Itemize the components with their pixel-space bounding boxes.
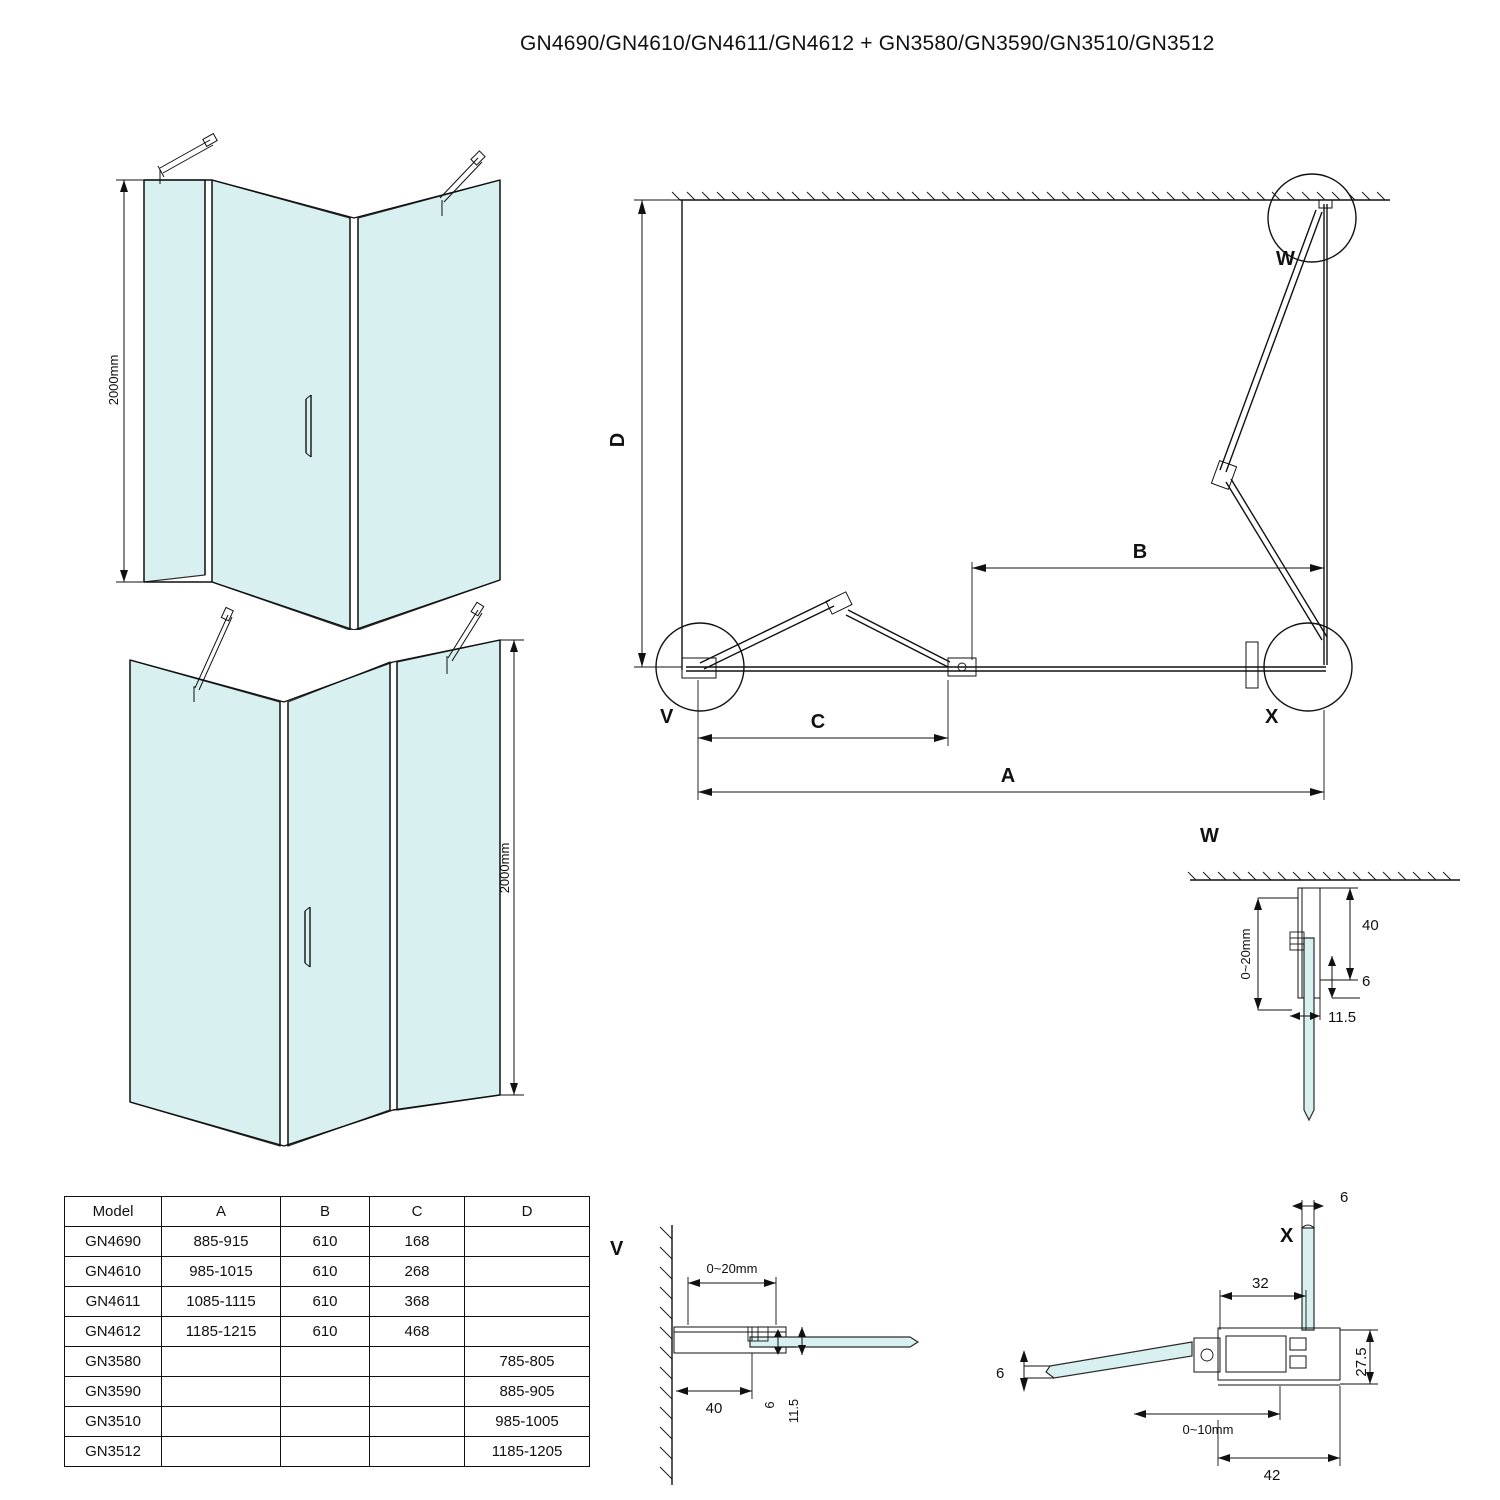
table-header-a: A (162, 1197, 281, 1227)
spec-table (64, 1196, 590, 1467)
table-row (65, 1317, 590, 1347)
detail-v-gap: 0~20mm (706, 1261, 758, 1276)
detail-x (980, 1180, 1420, 1500)
cell-b: 610 (281, 1257, 370, 1287)
table-row (65, 1287, 590, 1317)
detail-w (1180, 820, 1470, 1140)
table-header-b: B (281, 1197, 370, 1227)
cell-d: 1185-1205 (465, 1437, 590, 1467)
cell-model: GN4611 (65, 1287, 162, 1317)
table-header-c: C (370, 1197, 465, 1227)
cell-a: 885-915 (162, 1227, 281, 1257)
detail-w-label: W (1200, 825, 1219, 847)
table-row (65, 1347, 590, 1377)
cell-b: 610 (281, 1287, 370, 1317)
cell-a: 985-1015 (162, 1257, 281, 1287)
cell-d (465, 1317, 590, 1347)
cell-b: 610 (281, 1227, 370, 1257)
detail-x-label: X (1280, 1225, 1294, 1247)
cell-b (281, 1347, 370, 1377)
iso-top-height-label: 2000mm (106, 354, 121, 406)
cell-c (370, 1377, 465, 1407)
cell-model: GN3512 (65, 1437, 162, 1467)
cell-d (465, 1287, 590, 1317)
cell-c (370, 1347, 465, 1377)
table-header-row (65, 1197, 590, 1227)
cell-a (162, 1347, 281, 1377)
cell-c: 168 (370, 1227, 465, 1257)
isometric-view-top (100, 70, 530, 630)
cell-c: 368 (370, 1287, 465, 1317)
plan-dim-b: B (1132, 541, 1148, 563)
detail-w-gap: 0~20mm (1238, 928, 1253, 980)
table-row (65, 1257, 590, 1287)
detail-x-dim-42: 42 (1263, 1467, 1281, 1484)
cell-model: GN4690 (65, 1227, 162, 1257)
iso-bottom-height-label: 2000mm (497, 842, 512, 894)
plan-dim-a: A (1000, 765, 1016, 787)
page-title: GN4690/GN4610/GN4611/GN4612 + GN3580/GN3590/GN3510/GN3512 (520, 32, 1215, 55)
table-row (65, 1437, 590, 1467)
detail-v-dim-115: 11.5 (786, 1398, 801, 1424)
table-row (65, 1407, 590, 1437)
cell-b (281, 1407, 370, 1437)
cell-a: 1085-1115 (162, 1287, 281, 1317)
table-row (65, 1227, 590, 1257)
plan-view (600, 170, 1400, 830)
detail-v-label: V (610, 1238, 624, 1260)
table-header-d: D (465, 1197, 590, 1227)
cell-a (162, 1407, 281, 1437)
plan-label-x: X (1265, 706, 1279, 728)
plan-label-v: V (660, 706, 674, 728)
cell-b: 610 (281, 1317, 370, 1347)
cell-c: 268 (370, 1257, 465, 1287)
detail-x-gap: 0~10mm (1182, 1422, 1234, 1437)
cell-b (281, 1377, 370, 1407)
plan-dim-d: D (607, 432, 629, 448)
detail-v (600, 1215, 960, 1495)
cell-model: GN4610 (65, 1257, 162, 1287)
cell-a (162, 1377, 281, 1407)
detail-w-dim-115: 11.5 (1328, 1009, 1357, 1026)
cell-d: 785-805 (465, 1347, 590, 1377)
cell-model: GN3510 (65, 1407, 162, 1437)
cell-c: 468 (370, 1317, 465, 1347)
cell-a (162, 1437, 281, 1467)
cell-a: 1185-1215 (162, 1317, 281, 1347)
detail-w-dim-40: 40 (1362, 917, 1379, 934)
cell-d: 885-905 (465, 1377, 590, 1407)
cell-c (370, 1437, 465, 1467)
cell-d (465, 1227, 590, 1257)
detail-x-dim-275: 27.5 (1353, 1347, 1370, 1377)
detail-v-dim-40: 40 (705, 1400, 723, 1417)
table-row (65, 1377, 590, 1407)
detail-w-dim-6: 6 (1362, 973, 1371, 990)
cell-model: GN3590 (65, 1377, 162, 1407)
detail-x-dim-32: 32 (1252, 1275, 1269, 1292)
detail-v-dim-6: 6 (762, 1401, 777, 1409)
isometric-view-bottom (100, 590, 530, 1180)
cell-model: GN4612 (65, 1317, 162, 1347)
detail-x-dim-6-top: 6 (1340, 1189, 1349, 1206)
cell-c (370, 1407, 465, 1437)
cell-d (465, 1257, 590, 1287)
detail-x-dim-6-left: 6 (996, 1365, 1005, 1382)
plan-label-w: W (1276, 248, 1295, 270)
cell-b (281, 1437, 370, 1467)
plan-dim-c: C (810, 711, 826, 733)
cell-d: 985-1005 (465, 1407, 590, 1437)
table-header-model: Model (65, 1197, 162, 1227)
cell-model: GN3580 (65, 1347, 162, 1377)
